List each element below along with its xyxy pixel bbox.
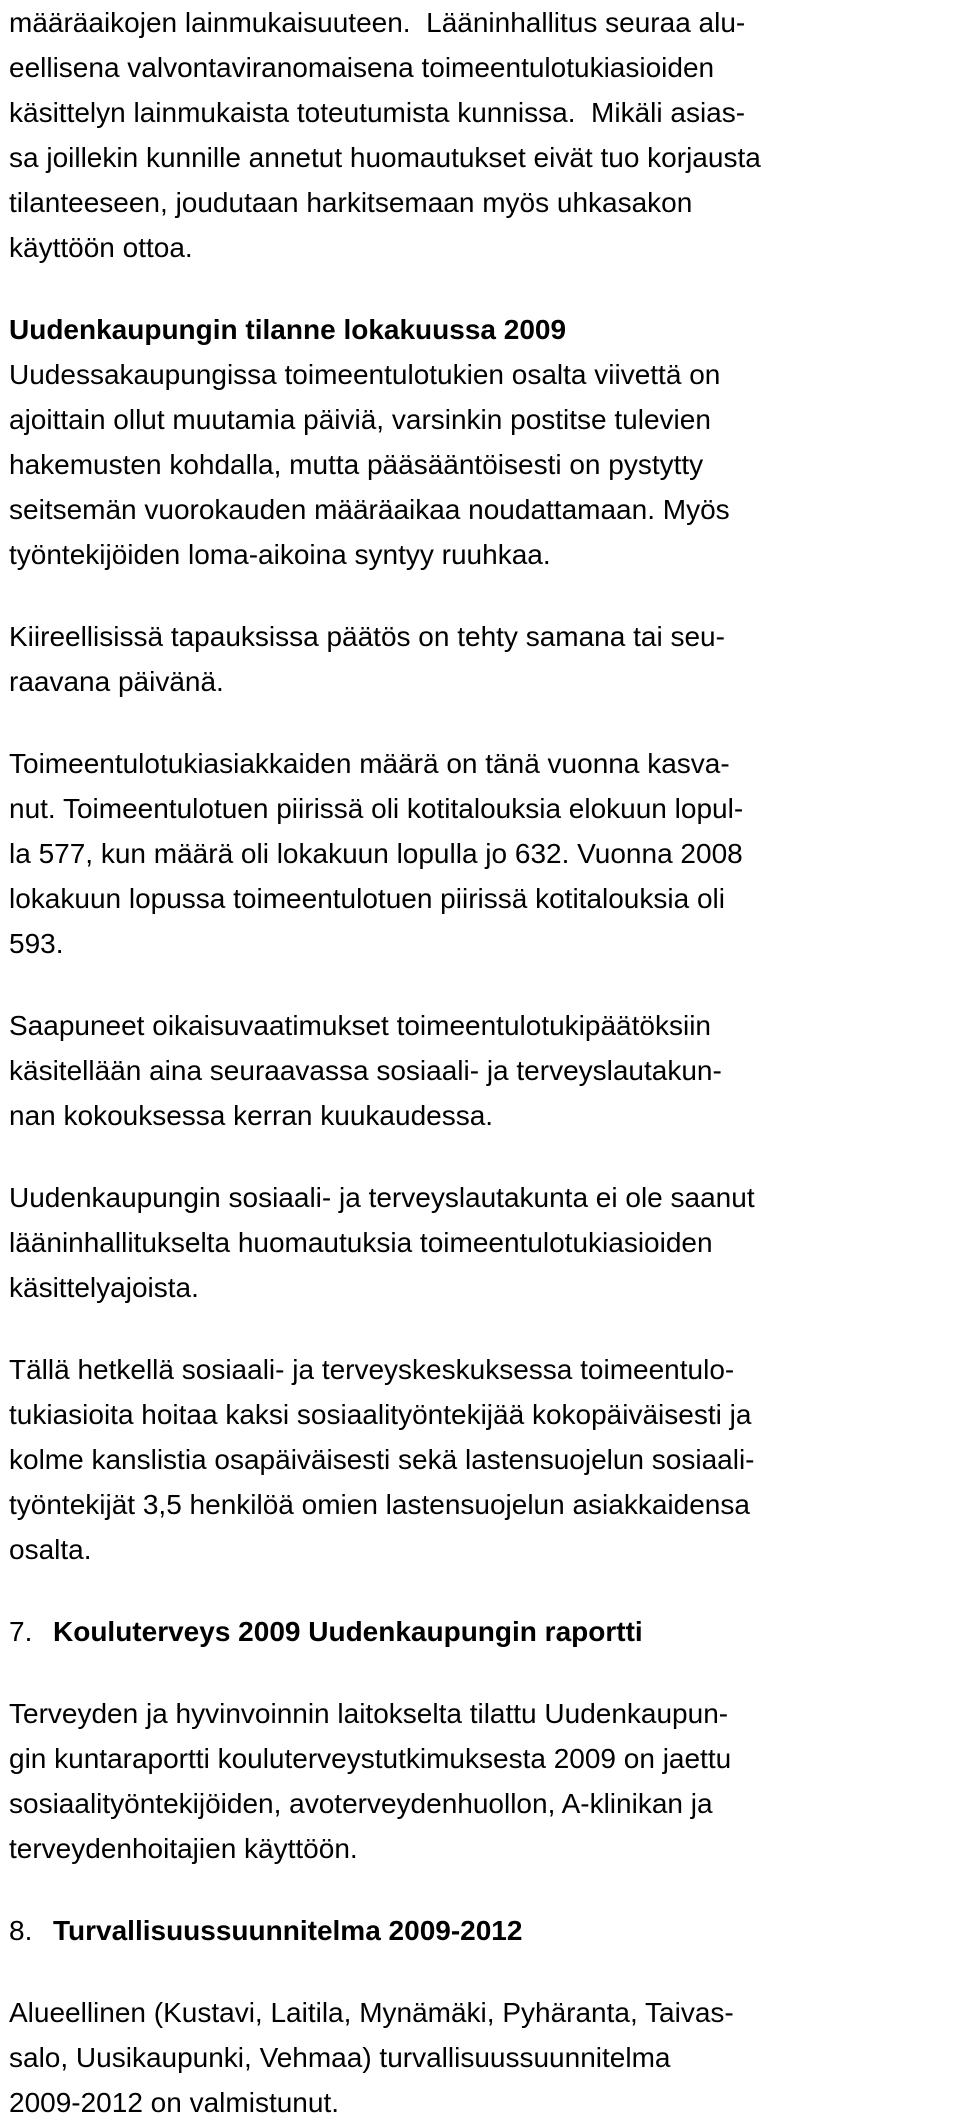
text-line: Saapuneet oikaisuvaatimukset toimeentulotukipäätöksiin [9, 1010, 711, 1041]
text-line: osalta. [9, 1534, 92, 1565]
text-line: Kiireellisissä tapauksissa päätös on tehty samana tai seu- [9, 621, 725, 652]
item-title: Kouluterveys 2009 Uudenkaupungin raportti [53, 1616, 643, 1647]
item-number: 8. [9, 1915, 33, 1946]
text-line: raavana päivänä. [9, 666, 224, 697]
item-number: 7. [9, 1616, 33, 1647]
text-line: Uudessakaupungissa toimeentulotukien osalta viivettä on [9, 359, 721, 390]
text-line: nut. Toimeentulotuen piirissä oli kotitalouksia elokuun lopul- [9, 793, 744, 824]
text-line: terveydenhoitajien käyttöön. [9, 1833, 358, 1864]
text-line: käyttöön ottoa. [9, 232, 193, 263]
text-line: käsittelyn lainmukaista toteutumista kunnissa. Mikäli asias- [9, 97, 746, 128]
text-line: 593. [9, 928, 64, 959]
text-line: Tällä hetkellä sosiaali- ja terveyskeskuksessa toimeentulo- [9, 1354, 735, 1385]
text-line: Terveyden ja hyvinvoinnin laitokselta tilattu Uudenkaupun- [9, 1698, 729, 1729]
text-line: kolme kanslistia osapäiväisesti sekä lastensuojelun sosiaali- [9, 1444, 755, 1475]
item-8 [9, 1908, 954, 2125]
item-title: Turvallisuussuunnitelma 2009-2012 [53, 1915, 523, 1946]
text-line: Toimeentulotukiasiakkaiden määrä on tänä vuonna kasva- [9, 748, 730, 779]
text-line: Alueellinen (Kustavi, Laitila, Mynämäki, Pyhäranta, Taivas- [9, 1997, 734, 2028]
text-line: lääninhallitukselta huomautuksia toimeentulotukiasioiden [9, 1227, 713, 1258]
text-line: hakemusten kohdalla, mutta pääsääntöisesti on pystytty [9, 449, 704, 480]
text-line: sa joillekin kunnille annetut huomautukset eivät tuo korjausta [9, 142, 761, 173]
text-line: la 577, kun määrä oli lokakuun lopulla jo 632. Vuonna 2008 [9, 838, 743, 869]
text-line: käsittelyajoista. [9, 1272, 199, 1303]
text-line: salo, Uusikaupunki, Vehmaa) turvallisuussuunnitelma [9, 2042, 671, 2073]
text-line: työntekijöiden loma-aikoina syntyy ruuhkaa. [9, 539, 551, 570]
section-heading: Uudenkaupungin tilanne lokakuussa 2009 [9, 314, 567, 345]
item-7 [9, 1609, 954, 1871]
text-line: määräaikojen lainmukaisuuteen. Lääninhallitus seuraa alu- [9, 7, 746, 38]
text-line: eellisena valvontaviranomaisena toimeentulotukiasioiden [9, 52, 715, 83]
text-line: nan kokouksessa kerran kuukaudessa. [9, 1100, 494, 1131]
text-line: tilanteeseen, joudutaan harkitsemaan myös uhkasakon [9, 187, 693, 218]
document-page [9, 0, 954, 2125]
text-line: seitsemän vuorokauden määräaikaa noudattamaan. Myös [9, 494, 730, 525]
item-heading [9, 1908, 954, 1953]
text-line: työntekijät 3,5 henkilöä omien lastensuojelun asiakkaidensa [9, 1489, 750, 1520]
intro-paragraph [9, 0, 954, 270]
text-line: ajoittain ollut muutamia päiviä, varsinkin postitse tulevien [9, 404, 711, 435]
text-line: tukiasioita hoitaa kaksi sosiaalityöntekijää kokopäiväisesti ja [9, 1399, 752, 1430]
text-line: Uudenkaupungin sosiaali- ja terveyslautakunta ei ole saanut [9, 1182, 755, 1213]
text-line: 2009-2012 on valmistunut. [9, 2087, 339, 2118]
text-line: sosiaalityöntekijöiden, avoterveydenhuollon, A-klinikan ja [9, 1788, 713, 1819]
text-line: käsitellään aina seuraavassa sosiaali- ja terveyslautakun- [9, 1055, 722, 1086]
item-heading [9, 1609, 954, 1654]
text-line: lokakuun lopussa toimeentulotuen piirissä kotitalouksia oli [9, 883, 725, 914]
section-uusikaupunki [9, 307, 954, 1572]
text-line: gin kuntaraportti kouluterveystutkimuksesta 2009 on jaettu [9, 1743, 732, 1774]
